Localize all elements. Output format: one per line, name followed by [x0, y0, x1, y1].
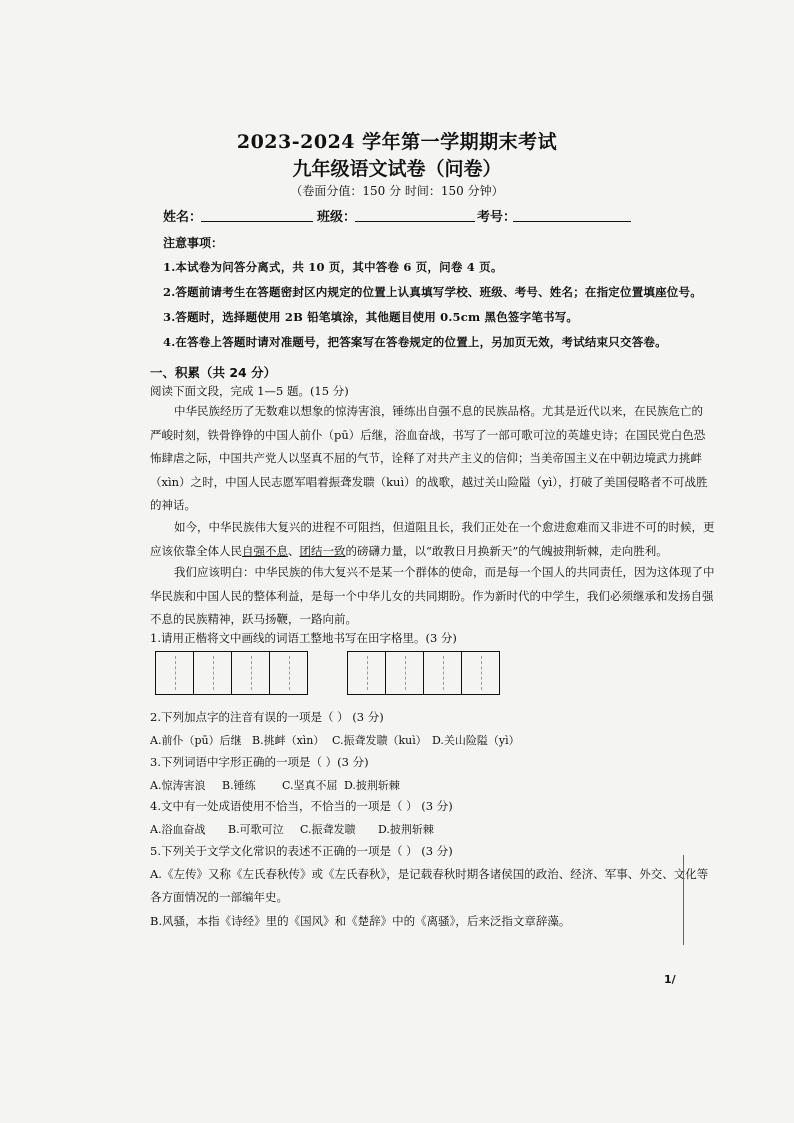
page-number: 1/	[664, 973, 676, 986]
q3-option-b[interactable]: B.锤练	[222, 779, 256, 792]
exam-title: 2023-2024 学年第一学期期末考试	[236, 131, 558, 153]
grid-cell[interactable]	[348, 652, 386, 694]
q5-option-a[interactable]: A.《左传》又称《左氏春秋传》或《左氏春秋》，是记载春秋时期各诸侯国的政治、经济、军事、外交、文化等	[150, 867, 709, 881]
q4-option-b[interactable]: B.可歌可泣	[228, 823, 284, 836]
grid-cell[interactable]	[462, 652, 499, 694]
q3-option-c[interactable]: C.坚真不屈	[282, 779, 338, 792]
q3-option-a[interactable]: A.惊涛害浪	[150, 779, 206, 792]
text-span: 的磅礴力量，以“敢教日月换新天”的气魄披荆斩棘，走向胜利。	[345, 543, 668, 558]
grid-cell[interactable]	[232, 652, 270, 694]
underlined-word-1: 自强不息	[242, 543, 288, 558]
paragraph-line: （xìn）之时，中国人民志愿军唱着振聋发聩（kuì）的战歌，越过关山险隘（yì），打破了美国侵略者不可战胜	[150, 474, 708, 489]
grid-cell[interactable]	[386, 652, 424, 694]
q5-option-b[interactable]: B.风骚，本指《诗经》里的《国风》和《楚辞》中的《离骚》，后来泛指文章辞藻。	[150, 914, 571, 928]
notice-item: 4.在答卷上答题时请对准题号，把答案写在答卷规定的位置上，另加页无效，考试结束只交答卷。	[163, 335, 667, 349]
grid-cell[interactable]	[270, 652, 307, 694]
reading-paragraph-3	[150, 561, 715, 632]
question-2: 2.下列加点字的注音有误的一项是（ ） (3 分)	[150, 710, 384, 724]
text-span: 应该依靠全体人民	[150, 543, 242, 558]
exam-no-label: 考号：	[477, 210, 517, 225]
question-4: 4.文中有一处成语使用不恰当，不恰当的一项是（ ） (3 分)	[150, 799, 453, 813]
grid-cell[interactable]	[424, 652, 462, 694]
exam-meta: （卷面分值：150 分 时间：150 分钟）	[290, 184, 504, 198]
q2-option-c[interactable]: C.振聋发聩（kuì）	[332, 734, 427, 747]
underlined-word-2: 团结一致	[299, 543, 346, 558]
question-1: 1.请用正楷将文中画线的词语工整地书写在田字格里。(3 分)	[150, 631, 457, 645]
paragraph-line: 如今，中华民族伟大复兴的进程不可阻挡，但道阻且长，我们正处在一个愈进愈难而又非进不可的时候，更	[174, 520, 715, 534]
paragraph-line: 中华民族经历了无数难以想象的惊涛害浪，锤练出自强不息的民族品格。尤其是近代以来，在民族危亡的	[174, 404, 703, 418]
section-title: 一、积累（共 24 分）	[150, 365, 277, 380]
q4-option-a[interactable]: A.浴血奋战	[150, 823, 206, 836]
reading-instruction: 阅读下面文段，完成 1—5 题。(15 分)	[150, 384, 349, 398]
name-label: 姓名：	[163, 210, 203, 225]
reading-paragraph-2	[150, 516, 715, 563]
paragraph-line: 华民族和中国人民的整体利益，是每一个中华儿女的共同期盼。作为新时代的中学生，我们必须继承和发扬自强	[150, 588, 714, 603]
q2-option-d[interactable]: D.关山险隘（yì）	[432, 734, 520, 747]
q2-option-a[interactable]: A.前仆（pū）后继	[150, 734, 242, 747]
notice-item: 3.答题时，选择题使用 2B 铅笔填涂，其他题目使用 0.5cm 黑色签字笔书写。	[163, 310, 579, 324]
q2-option-b[interactable]: B.挑衅（xìn）	[252, 734, 325, 747]
text-span: 、	[288, 543, 300, 558]
paragraph-line: 不息的民族精神，跃马扬鞭，一路向前。	[150, 612, 357, 626]
writing-grid-2[interactable]	[347, 651, 500, 695]
paragraph-line	[150, 540, 680, 564]
paragraph-line: 严峻时刻，铁骨铮铮的中国人前仆（pū）后继，浴血奋战，书写了一部可歌可泣的英雄史诗；在国民党白色恐	[150, 427, 706, 442]
paragraph-line: 我们应该明白：中华民族的伟大复兴不是某一个群体的使命，而是每一个国人的共同责任，因为这体现了中	[174, 565, 715, 579]
notice-item: 2.答题前请考生在答题密封区内规定的位置上认真填写学校、班级、考号、姓名；在指定位置填座位号。	[163, 285, 702, 299]
paragraph-line: 怖肆虐之际，中国共产党人以坚真不屈的气节，诠释了对共产主义的信仰；当美帝国主义在中朝边境武力挑衅	[150, 451, 702, 465]
grid-cell[interactable]	[194, 652, 232, 694]
student-info-row	[163, 206, 643, 226]
class-label: 班级：	[317, 210, 357, 225]
notice-title: 注意事项：	[163, 236, 224, 250]
q4-option-c[interactable]: C.振聋发聩	[300, 823, 356, 836]
exam-no-field[interactable]	[513, 221, 631, 222]
q5-option-a-cont: 各方面情况的一部编年史。	[150, 890, 288, 904]
question-5: 5.下列关于文学文化常识的表述不正确的一项是（ ） (3 分)	[150, 844, 453, 858]
notice-item: 1.本试卷为问答分离式，共 10 页，其中答卷 6 页，问卷 4 页。	[163, 260, 503, 274]
grid-cell[interactable]	[156, 652, 194, 694]
page-edge-line	[683, 855, 684, 945]
writing-grid-1[interactable]	[155, 651, 308, 695]
exam-subtitle: 九年级语文试卷（问卷）	[292, 158, 502, 180]
name-field[interactable]	[201, 221, 313, 222]
question-3: 3.下列词语中字形正确的一项是（ ）(3 分)	[150, 755, 369, 769]
q4-option-d[interactable]: D.披荆斩棘	[378, 823, 434, 836]
q3-option-d[interactable]: D.披荆斩棘	[344, 779, 400, 792]
class-field[interactable]	[355, 221, 475, 222]
reading-paragraph-1	[150, 400, 708, 518]
paragraph-line: 的神话。	[150, 498, 196, 512]
